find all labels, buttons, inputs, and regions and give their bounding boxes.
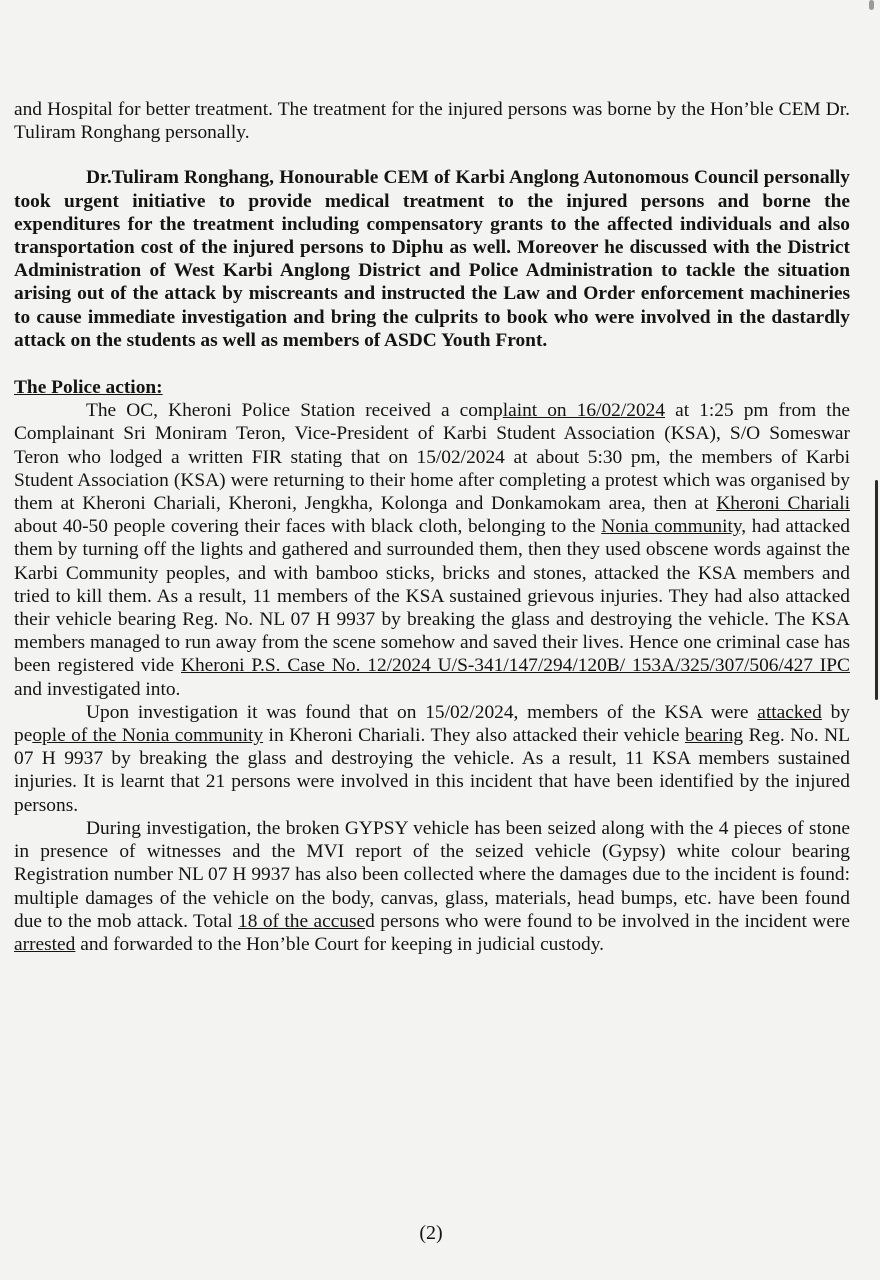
underlined-nonia-community: ople of the Nonia community (32, 725, 264, 747)
underlined-arrested: arrested (14, 933, 76, 955)
underlined-case-number: Kheroni P.S. Case No. 12/2024 U/S-341/147/294/120B/ 153A/325/307/506/427 IPC (180, 655, 850, 677)
underlined-location: Kheroni Chariali (716, 493, 850, 515)
text-run: and forwarded to the Hon’ble Court for keeping in judicial custody. (75, 933, 604, 955)
paragraph-fir-complaint (14, 399, 850, 701)
text-run: at 1:25 pm from the Complainant Sri Moniram Teron, Vice-President of Karbi Student Association (KSA), S/O Someswar Teron who lodged a written FIR stating that on 15/02/2024 at about 5:30 pm, the members of Karbi Student Association (KSA) were returning to their home after completing a protest which was organised by them at Kheroni Chariali, Kheroni, Jengkha, Kolonga and Donkamokam area, then at (14, 400, 850, 515)
text-run: During investigation, the broken GYPSY vehicle has been seized along with the 4 pieces of stone in presence of witnesses and the MVI report of the seized vehicle (Gypsy) white colour bearing Registration number NL 07 H 9937 has also been collected where the damages due to the incident is found: multiple damages of the vehicle on the body, canvas, glass, materials, head bumps, etc. have been found due to the mob attack. Total (14, 817, 850, 932)
text-run: Upon investigation it was found that on 15/02/2024, members of the KSA were (86, 701, 758, 723)
paragraph-investigation-finding (14, 701, 850, 817)
underlined-complaint-date: laint on 16/02/2024 (502, 400, 666, 422)
text-run: about 40-50 people covering their faces with black cloth, belonging to the (14, 516, 602, 538)
section-heading-police-action: The Police action: (14, 377, 163, 399)
text-run: by pe (14, 701, 850, 747)
text-run: in Kheroni Chariali. They also attacked their vehicle (263, 725, 685, 747)
paragraph-hospital-treatment: and Hospital for better treatment. The treatment for the injured persons was borne by the Hon’ble CEM Dr. Tuliram Ronghang personally. (14, 99, 850, 144)
margin-ink-mark (875, 480, 878, 700)
text-run: The OC, Kheroni Police Station received a comp (86, 400, 503, 422)
document-page (14, 98, 850, 956)
scrollbar-thumb[interactable] (869, 0, 874, 10)
paragraph-seizure-arrests (14, 817, 850, 956)
paragraph-cem-initiative: Dr.Tuliram Ronghang, Honourable CEM of Karbi Anglong Autonomous Council personally took urgent initiative to provide medical treatment to the injured persons and borne the expenditures for the treatment including compensatory grants to the affected individuals and also transportation cost of the injured persons to Diphu as well. Moreover he discussed with the District Administration of West Karbi Anglong District and Police Administration to tackle the situation arising out of the attack by miscreants and instructed the Law and Order enforcement machineries to cause immediate investigation and bring the culprits to book who were involved in the dastardly attack on the students as well as members of ASDC Youth Front. (14, 167, 850, 351)
underlined-accused-count: 18 of the accuse (238, 910, 366, 932)
text-run: Reg. No. NL 07 H 9937 by breaking the glass and destroying the vehicle. As a result, 11 KSA members sustained injuries. It is learnt that 21 persons were involved in this incident that have been identified by the injured persons. (14, 725, 850, 816)
underlined-attacked: attacked (757, 701, 822, 723)
text-run: d persons who were found to be involved in the incident were (365, 910, 850, 932)
page-number: (2) (419, 1222, 443, 1244)
underlined-bearing: bearing (684, 725, 744, 747)
underlined-community: Nonia community, (601, 516, 747, 538)
text-run: and investigated into. (14, 678, 181, 700)
text-run: had attacked them by turning off the lights and gathered and surrounded them, then they used obscene words against the Karbi Community peoples, and with bamboo sticks, bricks and stones, attacked the KSA members and tried to kill them. As a result, 11 members of the KSA sustained grievous injuries. They had also attacked their vehicle bearing Reg. No. NL 07 H 9937 by breaking the glass and destroying the vehicle. The KSA members managed to run away from the scene somehow and saved their lives. Hence one criminal case has been registered vide (14, 516, 850, 677)
